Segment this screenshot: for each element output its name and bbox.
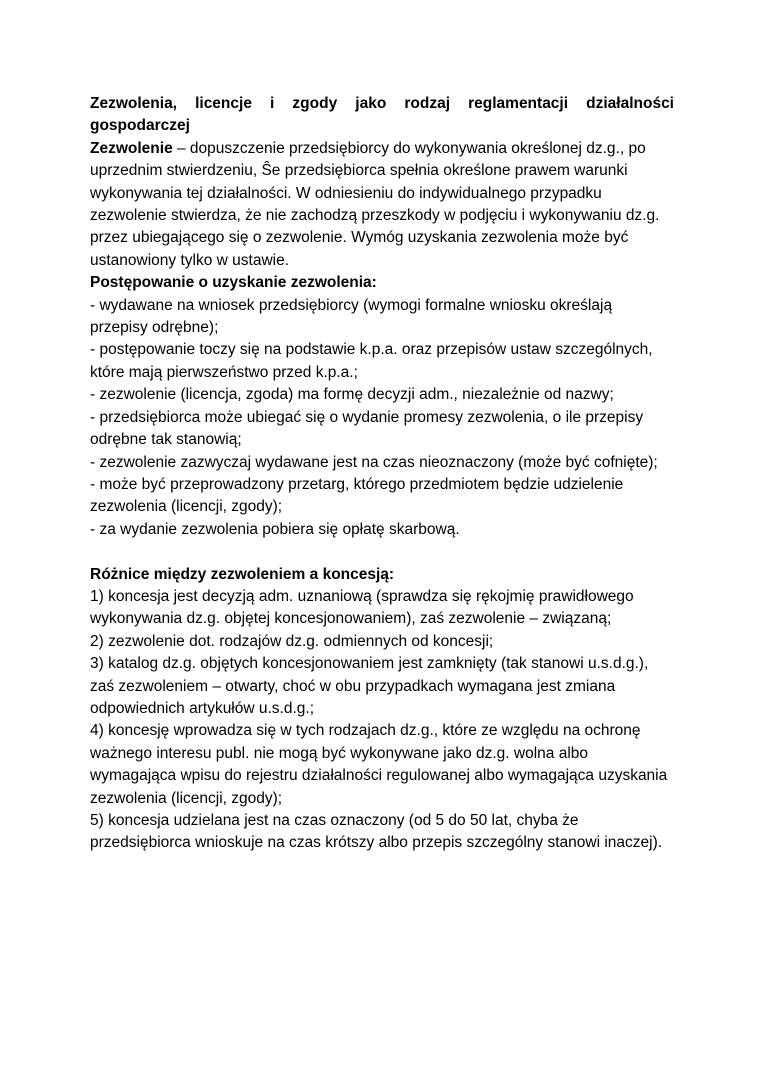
procedure-item: - zezwolenie (licencja, zgoda) ma formę decyzji adm., niezależnie od nazwy; [90, 386, 614, 404]
procedure-heading: Postępowanie o uzyskanie zezwolenia: [90, 274, 377, 292]
document-title: Zezwolenia, licencje i zgody jako rodzaj reglamentacji działalności gospodarczej [90, 95, 674, 135]
procedure-item: - postępowanie toczy się na podstawie k.p.a. oraz przepisów ustaw szczególnych, które mają pierwszeństwo przed k.p.a.; [90, 341, 653, 381]
differences-item: 5) koncesja udzielana jest na czas oznaczony (od 5 do 50 lat, chyba że przedsiębiorca wnioskuje na czas krótszy albo przepis szczególny stanowi inaczej). [90, 811, 663, 852]
definition-paragraph [90, 138, 674, 272]
procedure-item: - wydawane na wniosek przedsiębiorcy (wymogi formalne wniosku określają przepisy odrębne); [90, 296, 613, 337]
differences-item: 3) katalog dz.g. objętych koncesjonowaniem jest zamknięty (tak stanowi u.s.d.g.), zaś zezwoleniem – otwarty, choć w obu przypadkach wymagana jest zmiana odpowiednich artykułów u.s.d.g.; [90, 655, 649, 717]
differences-item: 1) koncesja jest decyzją adm. uznaniową (sprawdza się rękojmię prawidłowego wykonywania dz.g. objętej koncesjonowaniem), zaś zezwolenie – związaną; [90, 587, 634, 628]
document-page [90, 93, 674, 855]
differences-item: 2) zezwolenie dot. rodzajów dz.g. odmiennych od koncesji; [90, 632, 494, 650]
differences-item: 4) koncesję wprowadza się w tych rodzajach dz.g., które ze względu na ochronę ważnego interesu publ. nie mogą być wykonywane jako dz.g. wolna albo wymagająca wpisu do rejestru działalności regulowanej albo wymagająca uzyskania zezwolenia (licencji, zgody); [90, 722, 668, 807]
procedure-item: - przedsiębiorca może ubiegać się o wydanie promesy zezwolenia, o ile przepisy odrębne tak stanowią; [90, 408, 644, 449]
definition-term: Zezwolenie [90, 139, 173, 157]
paragraph-spacer [90, 541, 674, 563]
definition-text: – dopuszczenie przedsiębiorcy do wykonywania określonej dz.g., po uprzednim stwierdzeniu, Ŝe przedsiębiorca spełnia określone prawem warunki wykonywania tej działalności. W odniesieniu do indywidualnego przypadku zezwolenie stwierdza, że nie zachodzą przeszkody w podjęciu i wykonywaniu dz.g. przez ubiegającego się o zezwolenie. Wymóg uzyskania zezwolenia może być ustanowiony tylko w ustawie. [90, 139, 660, 269]
procedure-item: - za wydanie zezwolenia pobiera się opłatę skarbową. [90, 520, 460, 538]
differences-heading: Różnice między zezwoleniem a koncesją: [90, 565, 395, 583]
procedure-item: - może być przeprowadzony przetarg, którego przedmiotem będzie udzielenie zezwolenia (licencji, zgody); [90, 475, 624, 516]
procedure-item: - zezwolenie zazwyczaj wydawane jest na czas nieoznaczony (może być cofnięte); [90, 453, 658, 471]
